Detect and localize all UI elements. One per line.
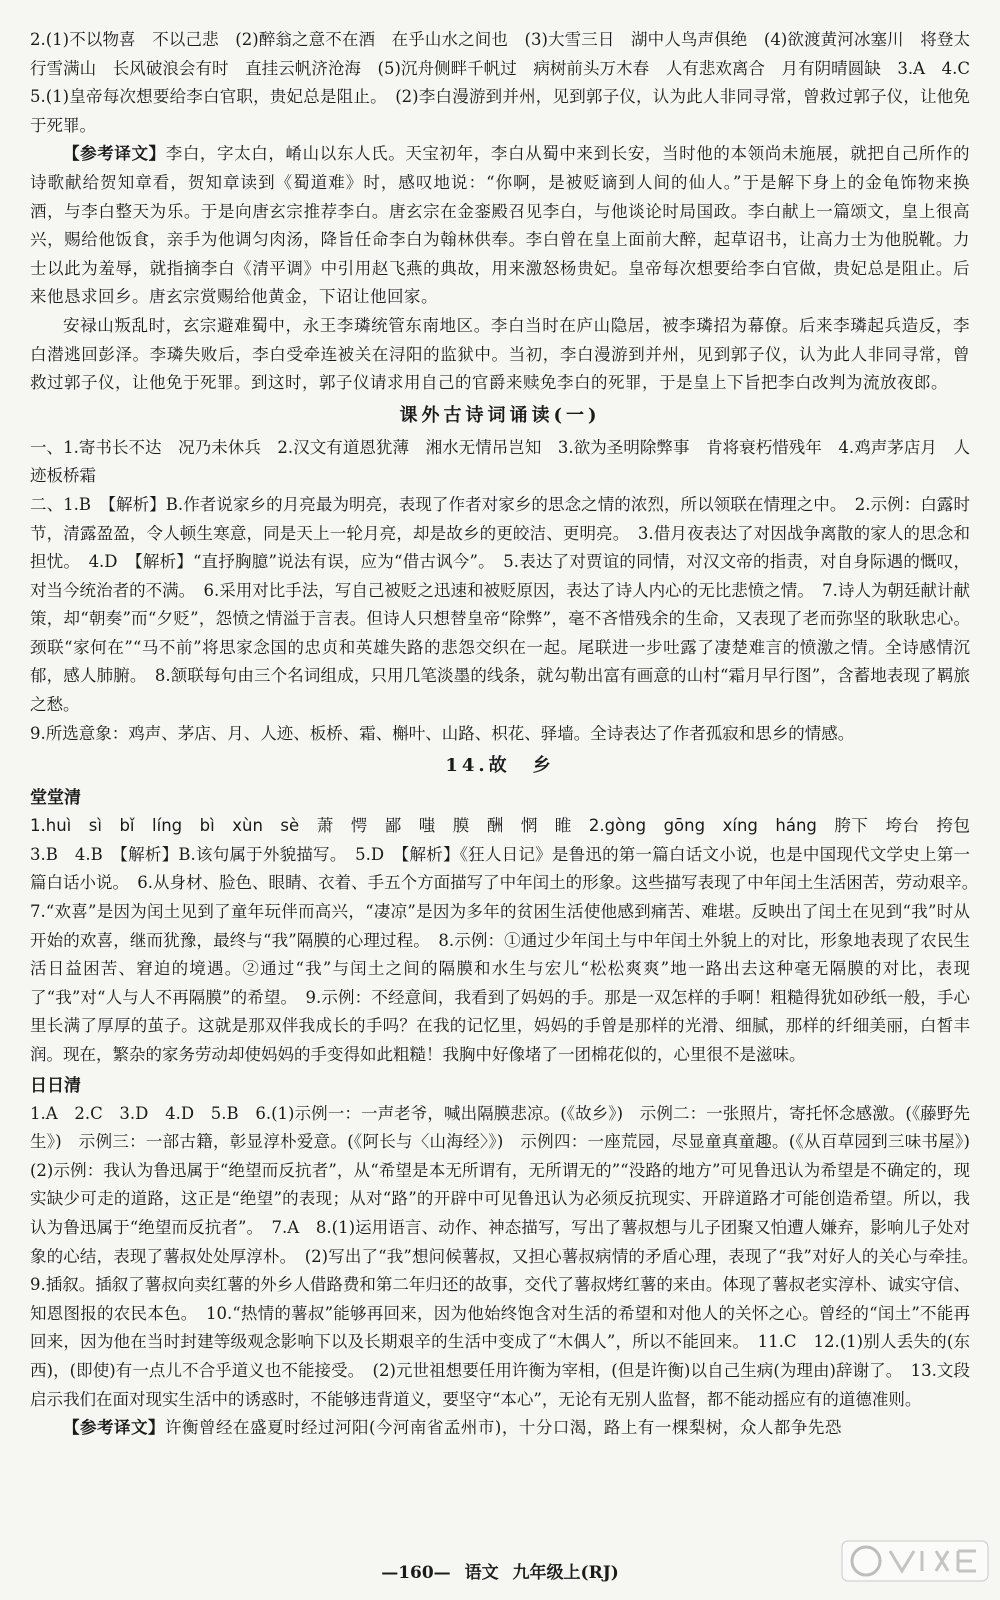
- subtitle-tangtangqing: 堂堂清: [30, 788, 81, 809]
- ririqing-answers: [30, 1100, 987, 1443]
- section-title-extracurricular-poems: 课外古诗词诵读(一): [399, 404, 601, 426]
- character-answers-1: 萧 愕 鄙 嗤 膜 酬 惘 睢: [316, 816, 589, 836]
- footer-grade: 九年级上(RJ): [512, 1563, 619, 1583]
- tangtangqing-rest: 胯下 垮台 挎包 3.B 4.B 【解析】B.该句属于外貌描写。 5.D 【解析】《狂人日记》是鲁迅的第一篇白话文小说，也是中国现代文学史上第一篇白话小说。 6.从身材、脸色、眼睛、衣着、手五个方面描写了中年闰土的形象。这些描写表现了中年闰土生活困苦，劳动艰辛。 7.“欢喜”是因为闰土见到了童年玩伴而高兴，“凄凉”是因为多年的贫困生活使他感到痛苦、难堪。反映出了闰土在见到“我”时从开始的欢喜，继而犹豫，最终与“我”隔膜的心理过程。 8.示例：①通过少年闰土与中年闰土外貌上的对比，形象地表现了农民生活日益困苦、窘迫的境遇。②通过“我”与闰土之间的隔膜和水生与宏儿“松松爽爽”地一路出去这种毫无隔膜的对比，表现了“我”对“人与人不再隔膜”的希望。 9.示例：不经意间，我看到了妈妈的手。那是一双怎样的手啊！粗糙得犹如砂纸一般，手心里长满了厚厚的茧子。这就是那双伴我成长的手吗？在我的记忆里，妈妈的手曾是那样的光滑、细腻，那样的纤细美丽，白皙丰润。现在，繁杂的家务劳动却使妈妈的手变得如此粗糙！我胸中好像堵了一团棉花似的，心里很不是滋味。: [30, 816, 987, 1064]
- tangtangqing-text: [30, 812, 987, 1069]
- pinyin-answers-2: 2.gòng gōng xíng háng: [588, 816, 835, 836]
- translation-text-3: 许衡曾经在盛夏时经过河阳(今河南省孟州市)，十分口渴，路上有一棵梨树，众人都争先恐: [165, 1418, 842, 1438]
- page-number: —160—: [381, 1563, 451, 1583]
- top-answers: [30, 26, 987, 398]
- poem-answers: [30, 434, 970, 749]
- ririqing-text: 1.A 2.C 3.D 4.D 5.B 6.(1)示例一：一声老爷，喊出隔膜悲凉。(《故乡》) 示例二：一张照片，寄托怀念感激。(《藤野先生》) 示例三：一部古籍，彰显淳朴爱意。(《阿长与〈山海经〉》) 示例四：一座荒园，尽显童真童趣。(《从百草园到三味书屋》) (2)示例：我认为鲁迅属于“绝望而反抗者”，从“希望是本无所谓有，无所谓无的”“没路的地方”可见鲁迅认为希望是不确定的，现实缺少可走的道路，这正是“绝望”的表现；从对“路”的开辟中可见鲁迅认为必须反抗现实、开辟道路才可能创造希望。所以，我认为鲁迅属于“绝望而反抗者”。 7.A 8.(1)运用语言、动作、神态描写，写出了薯叔想与儿子团聚又怕遭人嫌弃，影响儿子处对象的心结，表现了薯叔处处厚淳朴。 (2)写出了“我”想问候薯叔，又担心薯叔病情的矛盾心理，表现了“我”对好人的关心与牵挂。 9.插叙。插叙了薯叔向卖红薯的外乡人借路费和第二年归还的故事，交代了薯叔烤红薯的来由。体现了薯叔老实淳朴、诚实守信、知恩图报的农民本色。 10.“热情的薯叔”能够再回来，因为他始终饱含对生活的希望和对他人的关怀之心。曾经的“闰土”不能再回来，因为他在当时封建等级观念影响下以及长期艰辛的生活中变成了“木偶人”，所以不能回来。 11.C 12.(1)别人丢失的(东西)，(即使)有一点儿不合乎道义也不能接受。 (2)元世祖想要任用许衡为宰相，(但是许衡)以自己生病(为理由)辞谢了。 13.文段启示我们在面对现实生活中的诱惑时，不能够违背道义，要坚守“本心”，无论有无别人监督，都不能动摇应有的道德准则。: [30, 1103, 987, 1409]
- translation-label-2: 【参考译文】: [63, 1418, 165, 1438]
- poem-part-two-q9: 9.所选意象：鸡声、茅店、月、人迹、板桥、霜、槲叶、山路、枳花、驿墙。全诗表达了作者孤寂和思乡的情感。: [30, 723, 855, 743]
- section-title-hometown: 14.故 乡: [445, 755, 555, 777]
- pinyin-answers-1: 1.huì sì bǐ líng bì xùn sè: [30, 816, 317, 836]
- translation-text-1: 李白，字太白，崤山以东人氏。天宝初年，李白从蜀中来到长安，当时他的本领尚未施展，就把自己所作的诗歌献给贺知章看，贺知章读到《蜀道难》时，感叹地说：“你啊，是被贬谪到人间的仙人。”于是解下身上的金龟饰物来换酒，与李白整天为乐。于是向唐玄宗推荐李白。唐玄宗在金銮殿召见李白，与他谈论时局国政。李白献上一篇颂文，皇上很高兴，赐给他饭食，亲手为他调匀肉汤，降旨任命李白为翰林供奉。李白曾在皇上面前大醉，起草诏书，让高力士为他脱靴。力士以此为羞辱，就指摘李白《清平调》中引用赵飞燕的典故，用来激怒杨贵妃。皇帝每次想要给李白官做，贵妃总是阻止。后来他恳求回乡。唐玄宗赏赐给他黄金，下诏让他回家。: [30, 144, 971, 307]
- translation-paragraph-2: 安禄山叛乱时，玄宗避难蜀中，永王李璘统管东南地区。李白当时在庐山隐居，被李璘招为幕僚。后来李璘起兵造反，李白潜逃回彭泽。李璘失败后，李白受牵连被关在浔阳的监狱中。当初，李白漫游到并州，见到郭子仪，认为此人非同寻常，曾救过郭子仪，让他免于死罪。到这时，郭子仪请求用自己的官爵来赎免李白的死罪，于是皇上下旨把李白改判为流放夜郎。: [30, 315, 970, 393]
- subtitle-ririqing: 日日清: [30, 1075, 81, 1096]
- footer-subject: 语文: [464, 1563, 499, 1583]
- answer-line-2-5: 2.(1)不以物喜 不以己悲 (2)醉翁之意不在酒 在乎山水之间也 (3)大雪三日 湖中人鸟声俱绝 (4)欲渡黄河冰塞川 将登太行雪满山 长风破浪会有时 直挂云帆济沧海 (5)沉舟侧畔千帆过 病树前头万木春 人有悲欢离合 月有阴晴圆缺 3.A 4.C 5.(1)皇帝每次想要给李白官职，贵妃总是阻止。 (2)李白漫游到并州，见到郭子仪，认为此人非同寻常，曾救过郭子仪，让他免于死罪。: [30, 30, 987, 135]
- poem-part-one: 一、1.寄书长不达 况乃未休兵 2.汉文有道恩犹薄 湘水无情吊岂知 3.欲为圣明除弊事 肯将衰朽惜残年 4.鸡声茅店月 人迹板桥霜: [30, 437, 970, 486]
- translation-paragraph-3: [30, 1414, 970, 1443]
- tangtangqing-answers: [30, 812, 987, 1069]
- translation-label: 【参考译文】: [63, 144, 166, 164]
- poem-part-two: 二、1.B 【解析】B.作者说家乡的月亮最为明亮，表现了作者对家乡的思念之情的浓烈，所以领联在情理之中。 2.示例：白露时节，清露盈盈，令人顿生寒意，同是天上一轮月亮，却是故乡的更皎洁、更明亮。 3.借月夜表达了对因战争离散的家人的思念和担忧。 4.D 【解析】“直抒胸臆”说法有误，应为“借古讽今”。 5.表达了对贾谊的同情，对汉文帝的指责，对自身际遇的慨叹，对当今统治者的不满。 6.采用对比手法，写自己被贬之迅速和被贬原因，表达了诗人内心的无比悲愤之情。 7.诗人为朝廷献计献策，却“朝奏”而“夕贬”，怨愤之情溢于言表。但诗人只想替皇帝“除弊”，毫不吝惜残余的生命，又表现了老而弥坚的耿耿忠心。颈联“家何在”“马不前”将思家念国的忠贞和英雄失路的悲怨交织在一起。尾联进一步吐露了凄楚难言的愤激之情。全诗感情沉郁，感人肺腑。 8.颔联每句由三个名词组成，只用几笔淡墨的线条，就勾勒出富有画意的山村“霜月早行图”，含蓄地表现了羁旅之愁。: [30, 494, 970, 715]
- translation-paragraph-1: [30, 140, 970, 312]
- watermark-logo-icon: [840, 1535, 990, 1587]
